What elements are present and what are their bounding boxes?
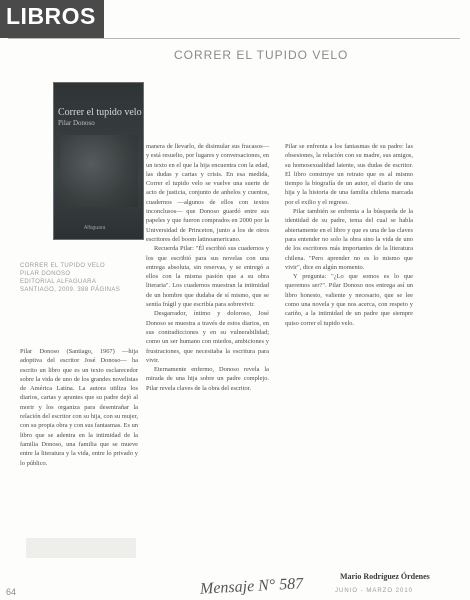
text-column-middle bbox=[146, 142, 269, 393]
section-label: LIBROS bbox=[6, 3, 96, 29]
book-info-details: SANTIAGO, 2009. 388 PÁGINAS bbox=[20, 287, 121, 293]
cover-artwork bbox=[60, 135, 138, 207]
cover-author: Pilar Donoso bbox=[58, 119, 95, 127]
text-column-right bbox=[285, 142, 413, 328]
book-info-publisher: EDITORIAL ALFAGUARA bbox=[20, 279, 97, 285]
author-signature: Mario Rodríguez Órdenes bbox=[340, 572, 430, 581]
magazine-stamp: Mensaje N° 587 bbox=[199, 575, 304, 598]
header-rule bbox=[104, 38, 460, 39]
paragraph: Eternamente enfermo, Donoso revela la mirada de una hija sobre un padre complejo. Pilar revela claves de la obra del escritor. bbox=[146, 366, 269, 392]
section-header bbox=[0, 0, 470, 38]
article-title: CORRER EL TUPIDO VELO bbox=[174, 48, 349, 62]
page-number: 64 bbox=[6, 587, 17, 597]
paragraph: manera de llevarlo, de disimular sus fracasos— y está resuelto, por lugares y conversaciones, en un texto en el que la hija encuentra con la edad, las dudas y cartas y crisis. En esa medida, Correr el tupido velo se vuelve una suerte de acto de justicia, conjunto de anhelos y cuentos, cuadernos —algunos de ellos con textos inconclusos— que Donoso guardó entre sus papeles y que fueron comprados en 2000 por la Universidad de Princeton, junto a los de otros escritores del boom latinoamericano. bbox=[146, 143, 269, 243]
text-column-left bbox=[20, 347, 138, 468]
book-cover-image bbox=[53, 82, 144, 240]
footer-issue: JUNIO - MARZO 2010 bbox=[335, 588, 414, 594]
section-tab bbox=[0, 0, 104, 38]
book-info-title: CORRER EL TUPIDO VELO bbox=[20, 263, 106, 269]
paragraph: Pilar se enfrenta a los fantasmas de su padre: las obsesiones, la relación con su madre, sus amigos, su homosexualidad latente, sus dudas de escritor. El libro construye un retrato que es al mismo tiempo la biografía de un autor, el diario de una hija y la historia de una familia chilena marcada por el exilio y el regreso. bbox=[285, 143, 413, 206]
paragraph: Pilar Donoso (Santiago, 1967) —hija adoptiva del escritor José Donoso— ha escrito un libro que es un texto esclarecedor sobre la vida de uno de los grandes novelistas de América Latina. La autora utiliza los diarios, cartas y apuntes que su padre dejó al morir y los organiza para desentrañar la relación del escritor con su hija, con su mujer, con su propia obra y con sus fantasmas. Es un libro que se adentra en la intimidad de la familia Donoso, una familia que se mueve entre la literatura y la vida, entre lo privado y lo público. bbox=[20, 348, 138, 467]
header-rule-left bbox=[8, 38, 104, 39]
paragraph: Desgarrador, íntimo y doloroso, José Donoso se muestra a través de estos diarios, en sus contradicciones y en su vulnerabilidad; como un ser humano con miedos, ambiciones y frustraciones, que necesitaba la escritura para vivir. bbox=[146, 310, 269, 364]
book-info bbox=[20, 262, 140, 294]
highlight-mark bbox=[26, 538, 136, 558]
paragraph: Y pregunta: "¿Lo que somos es lo que queremos ser?". Pilar Donoso nos entrega así un libro honesto, valiente y necesario, que se lee como una novela y que nos acerca, con respeto y cariño, a la intimidad de un padre que siempre quiso correr el tupido velo. bbox=[285, 273, 413, 327]
cover-title: Correr el tupido velo bbox=[58, 107, 142, 118]
paragraph: Recuerda Pilar: "Él escribió sus cuadernos y los que escribió para sus novelas con una entrega absoluta, sin reservas, y se entregó a ellos con la misma pasión que a su obra literaria". Los cuadernos muestran la intimidad de un hombre que dudaba de sí mismo, que se sentía frágil y que escribía para sobrevivir. bbox=[146, 245, 269, 309]
book-info-author: PILAR DONOSO bbox=[20, 271, 71, 277]
cover-publisher: Alfaguara bbox=[84, 225, 106, 231]
paragraph: Pilar también se enfrenta a la búsqueda de la identidad de su padre, tema del cual se habla abiertamente en el libro y que es una de las claves para entender no solo la obra sino la vida de uno de los escritores más importantes de la literatura chilena. "Pero aprender no es lo mismo que vivir", dice en algún momento. bbox=[285, 208, 413, 271]
